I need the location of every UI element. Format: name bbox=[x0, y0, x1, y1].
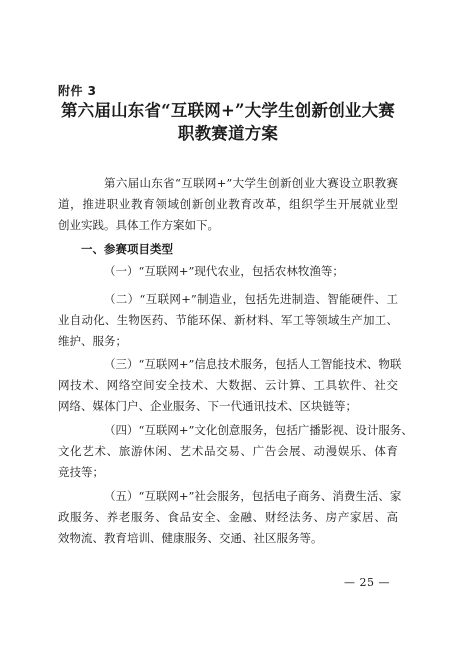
list-item-line: （三）“互联网+”信息技术服务，包括人工智能技术、物联 bbox=[104, 357, 402, 371]
list-item-line: 效物流、教育培训、健康服务、交通、社区服务等。 bbox=[58, 531, 323, 545]
section-heading-container bbox=[58, 239, 398, 260]
list-item-line: 网技术、网络空间安全技术、大数据、云计算、工具软件、社交 bbox=[58, 378, 398, 392]
page-number: — 25 — bbox=[344, 576, 390, 589]
list-item bbox=[58, 486, 402, 549]
intro-line: 道，推进职业教育领域创新创业教育改革，组织学生开展就业型 bbox=[58, 197, 398, 211]
intro-paragraph bbox=[58, 173, 398, 236]
intro-line: 第六届山东省“互联网+”大学生创新创业大赛设立职教赛 bbox=[104, 176, 398, 190]
list-item-line: 竞技等； bbox=[58, 465, 104, 479]
document-title-line-1: 第六届山东省“互联网+”大学生创新创业大赛 bbox=[60, 101, 395, 120]
list-item-line: 文化艺术、旅游休闲、艺术品交易、广告会展、动漫娱乐、体育 bbox=[58, 444, 398, 458]
list-item bbox=[58, 354, 402, 417]
list-item-line: （一）“互联网+”现代农业，包括农林牧渔等； bbox=[104, 264, 344, 278]
list-item bbox=[58, 261, 398, 282]
intro-line: 创业实践。具体工作方案如下。 bbox=[58, 218, 219, 232]
list-item-line: 网络、媒体门户、企业服务、下一代通讯技术、区块链等； bbox=[58, 399, 357, 413]
list-item bbox=[58, 420, 413, 483]
attachment-label: 附件 3 bbox=[58, 84, 97, 98]
list-item-line: 维护、服务； bbox=[58, 334, 127, 348]
list-item-line: （四）“互联网+”文化创意服务，包括广播影视、设计服务、 bbox=[104, 423, 413, 437]
list-item-line: （二）“互联网+”制造业，包括先进制造、智能硬件、工 bbox=[104, 292, 398, 306]
list-item bbox=[58, 289, 398, 352]
document-title-line-2: 职教赛道方案 bbox=[177, 124, 279, 143]
list-item-line: 业自动化、生物医药、节能环保、新材料、军工等领域生产加工、 bbox=[58, 313, 398, 327]
section-heading: 一、参赛项目类型 bbox=[81, 242, 173, 256]
list-item-line: （五）“互联网+”社会服务，包括电子商务、消费生活、家 bbox=[104, 489, 402, 503]
list-item-line: 政服务、养老服务、食品安全、金融、财经法务、房产家居、高 bbox=[58, 510, 398, 524]
